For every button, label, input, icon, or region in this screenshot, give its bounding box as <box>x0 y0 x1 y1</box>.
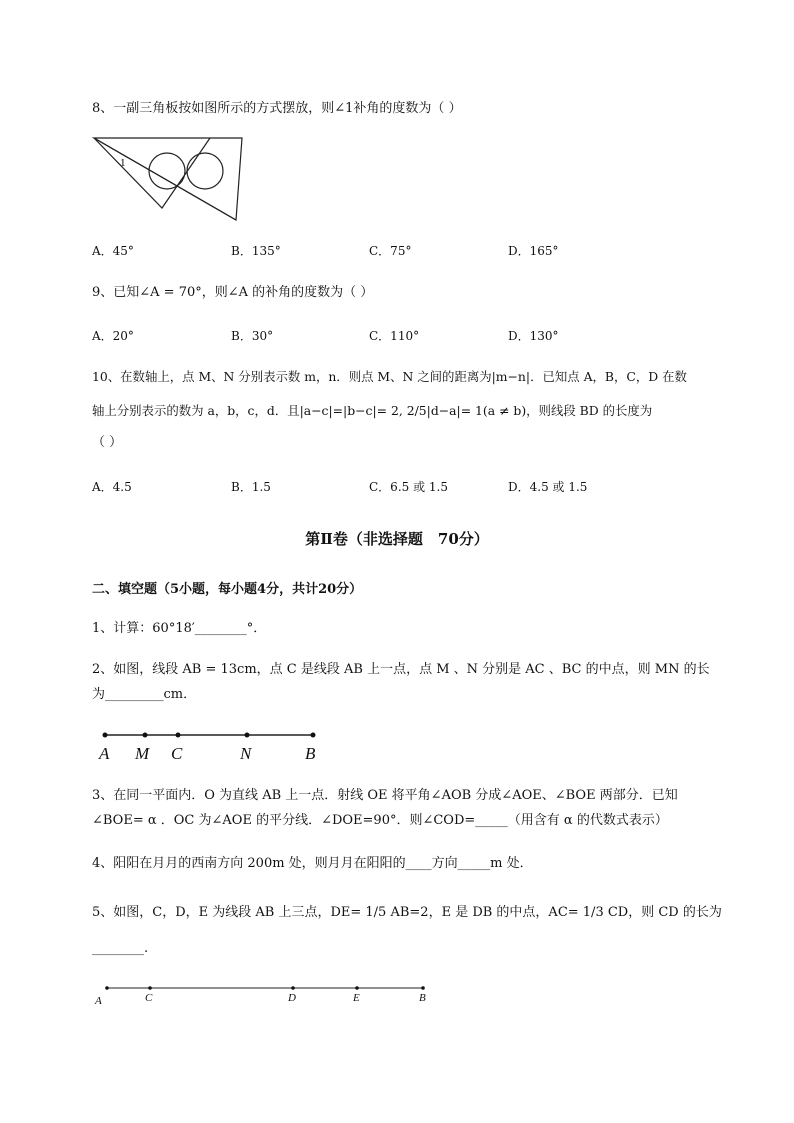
point-b <box>421 986 425 990</box>
label-b: B <box>305 744 316 763</box>
point-c <box>176 733 181 738</box>
q10-option-c: C．6.5 或 1.5 <box>369 480 448 494</box>
q10-option-b: B．1.5 <box>231 480 271 494</box>
fill-q2-line1: 2、如图，线段 AB = 13cm，点 C 是线段 AB 上一点，点 M 、N 分别是 AC 、BC 的中点，则 MN 的长 <box>92 662 710 677</box>
q9-stem: 9、已知∠A = 70°，则∠A 的补角的度数为（ ） <box>92 285 374 300</box>
point-n <box>245 733 250 738</box>
label-m: M <box>135 744 150 763</box>
label-e: E <box>353 992 360 1004</box>
q8-stem: 8、一副三角板按如图所示的方式摆放，则∠1补角的度数为（ ） <box>92 101 462 116</box>
fill-q5-line2: ________. <box>92 941 149 956</box>
q9-option-b: B．30° <box>231 329 274 343</box>
q8-option-b: B．135° <box>231 244 281 258</box>
point-e <box>355 986 359 990</box>
point-d <box>291 986 295 990</box>
point-a <box>103 733 108 738</box>
segment-figure-q2 <box>95 728 325 764</box>
q10-stem-line2: 轴上分别表示的数为 a，b，c，d．且|a−c|=|b−c|= 2, 2/5|d−a|= 1(a ≠ b)，则线段 BD 的长度为 <box>92 403 653 418</box>
q10-option-d: D．4.5 或 1.5 <box>508 480 588 494</box>
fill-q5-line1: 5、如图，C，D，E 为线段 AB 上三点，DE= 1/5 AB=2，E 是 DB 的中点，AC= 1/3 CD，则 CD 的长为 <box>92 905 722 920</box>
q9-option-d: D．130° <box>508 329 559 343</box>
fill-q1: 1、计算：60°18′________°． <box>92 621 267 636</box>
q8-option-c: C．75° <box>369 244 412 258</box>
point-c <box>148 986 152 990</box>
fill-q2-line2: 为_________cm． <box>92 687 197 702</box>
label-c: C <box>145 992 153 1004</box>
angle-1-label: 1 <box>120 157 126 169</box>
label-c: C <box>171 744 183 763</box>
point-m <box>143 733 148 738</box>
label-d: D <box>288 992 296 1004</box>
fill-q4: 4、阳阳在月月的西南方向 200m 处，则月月在阳阳的____方向_____m 处． <box>92 856 533 871</box>
point-a <box>105 986 109 990</box>
label-n: N <box>240 744 252 763</box>
section-title: 二、填空题（5小题，每小题4分，共计20分） <box>92 582 363 597</box>
label-a: A <box>99 744 110 763</box>
q8-option-d: D．165° <box>508 244 559 258</box>
q8-option-a: A．45° <box>92 244 134 258</box>
q10-stem-line3: （ ） <box>92 435 123 450</box>
fill-q3-line2: ∠BOE= α ．OC 为∠AOE 的平分线．∠DOE=90°．则∠COD=_____（用含有 α 的代数式表示） <box>92 813 668 828</box>
segment-figure-q5 <box>92 980 437 1010</box>
point-b <box>311 733 316 738</box>
q10-option-a: A．4.5 <box>92 480 132 494</box>
q10-stem-line1: 10、在数轴上，点 M、N 分别表示数 m，n．则点 M、N 之间的距离为|m−n|．已知点 A，B，C，D 在数 <box>92 369 687 384</box>
label-a: A <box>95 995 102 1007</box>
fill-q3-line1: 3、在同一平面内．O 为直线 AB 上一点．射线 OE 将平角∠AOB 分成∠AOE、∠BOE 两部分．已知 <box>92 788 678 803</box>
part2-title: 第Ⅱ卷（非选择题 70分） <box>305 530 489 548</box>
q9-option-a: A．20° <box>92 329 134 343</box>
label-b: B <box>419 992 426 1004</box>
q9-option-c: C．110° <box>369 329 420 343</box>
triangle-set-figure <box>92 134 244 224</box>
